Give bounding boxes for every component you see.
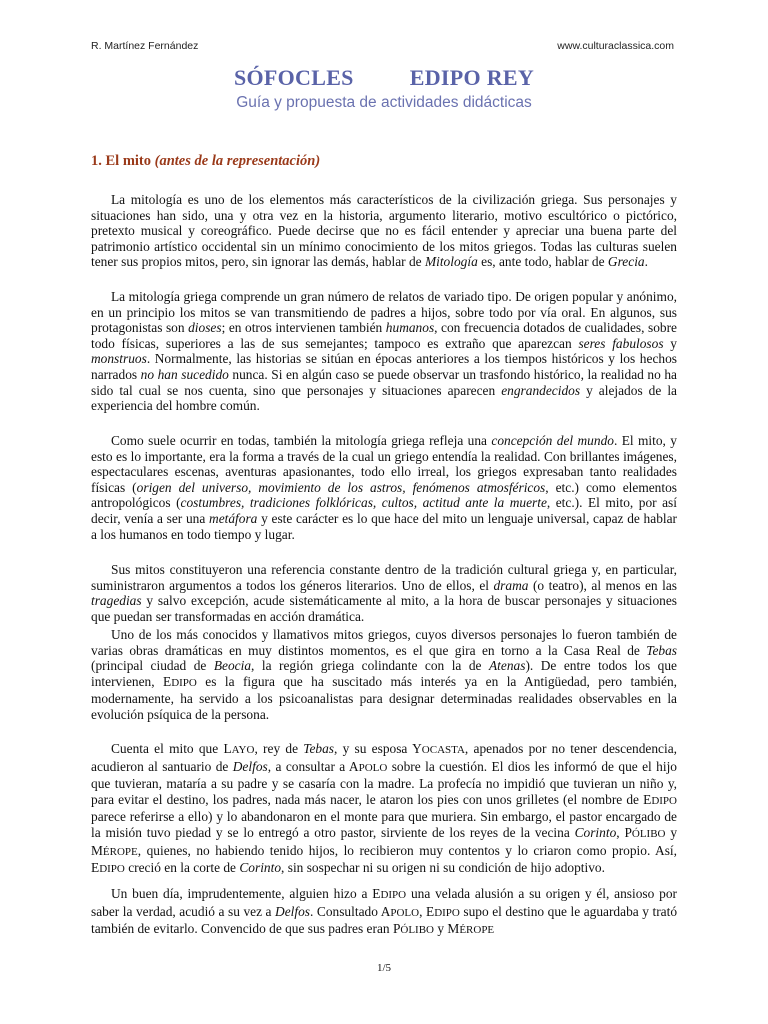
emphasis-text: costumbres, tradiciones folklóricas, cultos, actitud ante la muerte <box>180 495 547 511</box>
emphasis-text: no han sucedido <box>140 366 229 382</box>
emphasis-text: EDIPO <box>163 673 197 689</box>
emphasis-text: EDIPO <box>372 886 407 901</box>
section-label: 1. El mito <box>91 153 152 169</box>
emphasis-text: engrandecidos <box>501 382 581 398</box>
title-author: SÓFOCLES <box>233 65 354 90</box>
emphasis-text: tragedias <box>91 593 142 609</box>
emphasis-text: LAYO <box>223 741 255 756</box>
paragraph-6 <box>91 741 677 878</box>
emphasis-text: Corinto <box>574 824 617 840</box>
paragraph-4 <box>91 562 677 624</box>
title-work: EDIPO REY <box>409 65 535 90</box>
section-heading <box>91 153 320 170</box>
paragraph-text: La mitología es uno de los elementos más característicos de la civilización griega. Sus personajes y situaciones han sido, una y otra vez en la historia, argumento literario, motivo escultórico o pictórico, pretexto musical y coreográfico. Puede decirse que no es fácil entender y apreciar una buena parte del patrimonio artístico occidental sin un mínimo conocimiento de los mitos griegos. Todas las culturas suelen tener sus propios mitos, pero, sin ignorar las demás, hablar de Mitología es, ante todo, hablar de Grecia. <box>91 192 677 270</box>
header-author: R. Martínez Fernández <box>91 40 199 52</box>
emphasis-text: Mitología <box>424 254 478 270</box>
emphasis-text: metáfora <box>209 510 258 526</box>
paragraph-text: Un buen día, imprudentemente, alguien hizo a EDIPO una velada alusión a su origen y él, ansioso por saber la verdad, acudió a su vez a Delfos. Consultado APOLO, EDIPO supo el destino que le aguardaba y trató también de evitarlo. Convencido de que sus padres eran PÓLIBO y MÉROPE <box>91 886 678 937</box>
paragraph-1 <box>91 192 677 270</box>
paragraph-text: Como suele ocurrir en todas, también la mitología griega refleja una concepción del mundo. El mito, y esto es lo importante, era la forma a través de la cual un griego entendía la realidad. Con brillantes imágenes, espectaculares escenas, aventuras apasionantes, todo ello irreal, los griegos expresaban tanto realidades físicas (origen del universo, movimiento de los astros, fenómenos atmosféricos, etc.) como elementos antropológicos (costumbres, tradiciones folklóricas, cultos, actitud ante la muerte, etc.). El mito, por así decir, venía a ser una metáfora y este carácter es lo que hace del mito un lenguaje universal, capaz de hablar a los humanos en todo tiempo y lugar. <box>91 433 678 542</box>
emphasis-text: humanos <box>385 320 435 336</box>
paragraph-7 <box>91 886 677 939</box>
emphasis-text: MÉROPE <box>447 921 495 937</box>
emphasis-text: PÓLIBO <box>624 824 666 840</box>
paragraph-text: La mitología griega comprende un gran número de relatos de variado tipo. De origen popular y anónimo, en un principio los mitos se van transmitiendo de padres a hijos, sobre todo por vía oral. En algunos, sus protagonistas son dioses; en otros intervienen también humanos, con frecuencia dotados de cualidades, sobre todo físicas, superiores a las de sus semejantes; tampoco es extraño que aparezcan seres fabulosos y monstruos. Normalmente, las historias se sitúan en épocas anteriores a los tiempos históricos y los hechos narrados no han sucedido nunca. Si en algún caso se puede observar un trasfondo histórico, la realidad no ha sido tal cual se nos cuenta, sino que personajes y situaciones aparecen engrandecidos y alejados de la experiencia del hombre común. <box>91 289 678 414</box>
emphasis-text: Tebas <box>646 642 677 658</box>
paragraph-5 <box>91 627 677 723</box>
section-note: (antes de la representación) <box>154 153 321 169</box>
emphasis-text: PÓLIBO <box>392 921 434 937</box>
emphasis-text: Atenas <box>488 658 526 674</box>
emphasis-text: Tebas <box>303 741 335 756</box>
paragraph-text: Uno de los más conocidos y llamativos mitos griegos, cuyos diversos personajes lo fueron también de varias obras dramáticas en muy distintos momentos, es el que gira en torno a la Casa Real de Tebas (principal ciudad de Beocia, la región griega colindante con la de Atenas). De entre todos los que intervienen, EDIPO es la figura que ha suscitado más interés ya en la Antigüedad, pero también, modernamente, ha servido a los psicoanalistas para designar determinadas realidades observables en la evolución psíquica de la persona. <box>91 627 678 722</box>
paragraph-text: Sus mitos constituyeron una referencia constante dentro de la tradición cultural griega y, en particular, suministraron argumentos a todos los géneros literarios. Uno de ellos, el drama (o teatro), al menos en las tragedias y salvo excepción, acude sistemáticamente al mito, a la hora de buscar personajes y situaciones que puedan ser transformadas en acción dramática. <box>91 562 677 624</box>
emphasis-text: MÉROPE <box>91 842 138 858</box>
emphasis-text: APOLO <box>380 903 420 919</box>
emphasis-text: Delfos <box>232 758 268 774</box>
paragraph-2 <box>91 289 677 414</box>
emphasis-text: EDIPO <box>91 860 125 876</box>
document-title <box>0 65 768 91</box>
document-subtitle: Guía y propuesta de actividades didácticas <box>236 94 532 111</box>
emphasis-text: concepción del mundo <box>491 433 614 448</box>
emphasis-text: origen del universo, movimiento de los astros, fenómenos atmosféricos <box>136 479 546 495</box>
emphasis-text: drama <box>493 577 529 593</box>
paragraph-text: Cuenta el mito que LAYO, rey de Tebas, y su esposa YOCASTA, apenados por no tener descendencia, acudieron al santuario de Delfos, a consultar a APOLO sobre la cuestión. El dios les informó de que el hijo que tuvieran, mataría a su padre y se casaría con la madre. La profecía no impidió que tuvieran un niño y, para evitar el destino, los padres, nada más nacer, le ataron los pies con unos grilletes (el nombre de EDIPO parece referirse a ello) y lo abandonaron en el monte para que muriera. Sin embargo, el pastor encargado de la misión tuvo piedad y se lo entregó a otro pastor, sirviente de los reyes de la vecina Corinto, PÓLIBO y MÉROPE, quienes, no habiendo tenido hijos, lo recibieron muy contentos y lo criaron como propio. Así, EDIPO creció en la corte de Corinto, sin sospechar ni su origen ni su condición de hijo adoptivo. <box>91 741 678 876</box>
page-number: 1/5 <box>376 962 392 974</box>
paragraph-3 <box>91 433 677 542</box>
emphasis-text: YOCASTA <box>412 741 465 756</box>
emphasis-text: Grecia <box>607 254 645 270</box>
emphasis-text: monstruos <box>91 351 147 367</box>
emphasis-text: Delfos <box>275 903 311 919</box>
emphasis-text: EDIPO <box>426 903 460 919</box>
emphasis-text: seres fabulosos <box>578 335 664 351</box>
emphasis-text: EDIPO <box>643 791 677 807</box>
emphasis-text: APOLO <box>348 758 388 774</box>
header-website: www.culturaclassica.com <box>557 40 674 52</box>
emphasis-text: Beocia <box>213 658 252 674</box>
emphasis-text: Corinto <box>239 860 282 876</box>
emphasis-text: dioses <box>188 320 222 336</box>
